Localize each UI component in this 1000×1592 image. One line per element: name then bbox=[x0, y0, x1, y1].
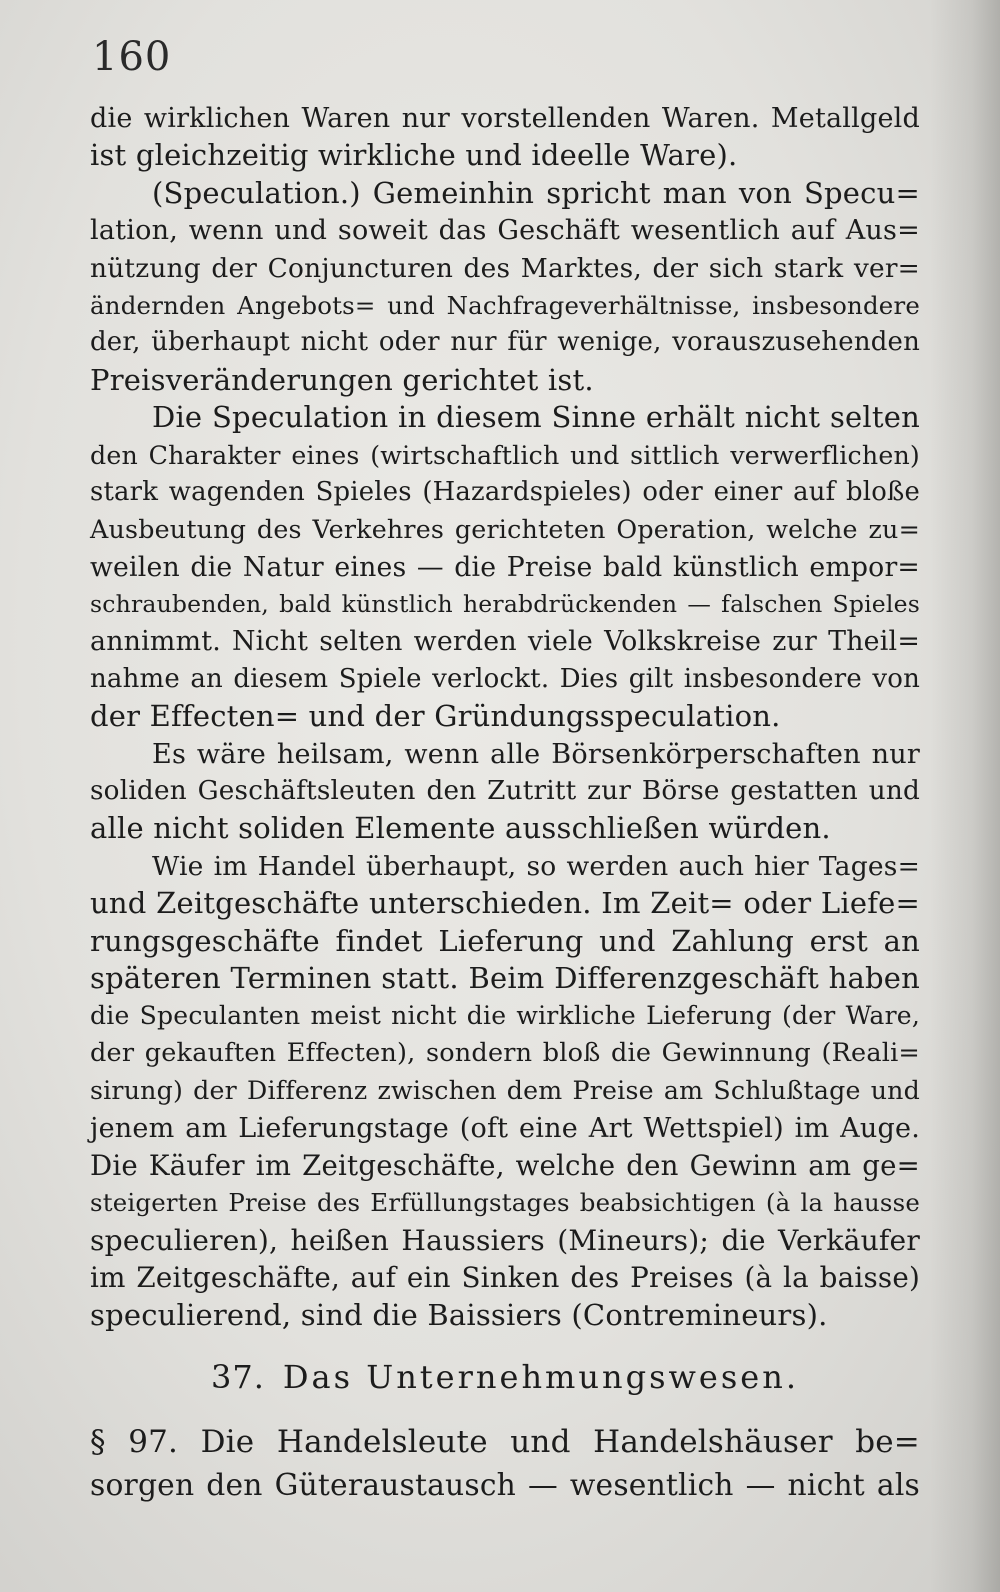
text-line: der, überhaupt nicht oder nur für wenige, vorauszusehenden bbox=[90, 327, 920, 358]
text-line: § 97. Die Handelsleute und Handelshäuser be= bbox=[90, 1424, 920, 1460]
text-line: speculieren), heißen Haussiers (Mineurs); die Verkäufer bbox=[90, 1223, 920, 1257]
text-line: speculierend, sind die Baissiers (Contremineurs). bbox=[90, 1297, 828, 1332]
text-line: die Speculanten meist nicht die wirkliche Lieferung (der Ware, bbox=[90, 1001, 920, 1031]
section-text bbox=[90, 1420, 920, 1508]
heading-title: Das Unternehmungswesen. bbox=[282, 1358, 799, 1396]
text-line: Die Speculation in diesem Sinne erhält nicht selten bbox=[152, 400, 920, 435]
text-line: ändernden Angebots= und Nachfrageverhältnisse, insbesondere bbox=[90, 290, 920, 320]
text-line: im Zeitgeschäfte, auf ein Sinken des Preises (à la baisse) bbox=[90, 1261, 920, 1295]
text-line: rungsgeschäfte findet Lieferung und Zahlung erst an bbox=[90, 923, 920, 958]
text-line: Ausbeutung des Verkehres gerichteten Operation, welche zu= bbox=[90, 514, 920, 545]
text-line: jenem am Lieferungstage (oft eine Art Wettspiel) im Auge. bbox=[90, 1112, 920, 1144]
text-line: weilen die Natur eines — die Preise bald künstlich empor= bbox=[90, 551, 920, 583]
text-line: soliden Geschäftsleuten den Zutritt zur Börse gestatten und bbox=[90, 776, 920, 807]
text-line: der gekauften Effecten), sondern bloß die Gewinnung (Reali= bbox=[90, 1037, 920, 1068]
text-line: Die Käufer im Zeitgeschäfte, welche den Gewinn am ge= bbox=[90, 1148, 920, 1182]
heading-number: 37. bbox=[211, 1358, 265, 1396]
text-line: den Charakter eines (wirtschaftlich und sittlich verwerflichen) bbox=[90, 440, 920, 470]
page-gutter-shadow bbox=[930, 0, 1000, 1592]
text-line: ist gleichzeitig wirkliche und ideelle Ware). bbox=[90, 138, 738, 173]
text-line: sorgen den Güteraustausch — wesentlich — nicht als bbox=[90, 1468, 920, 1503]
text-line: nützung der Conjuncturen des Marktes, der sich stark ver= bbox=[90, 252, 920, 284]
text-line: stark wagenden Spieles (Hazardspieles) oder einer auf bloße bbox=[90, 476, 920, 507]
text-line: steigerten Preise des Erfüllungstages beabsichtigen (à la hausse bbox=[90, 1188, 920, 1218]
text-line: (Speculation.) Gemeinhin spricht man von Specu= bbox=[152, 175, 920, 210]
text-line: lation, wenn und soweit das Geschäft wesentlich auf Aus= bbox=[90, 215, 920, 247]
text-line: Preisveränderungen gerichtet ist. bbox=[90, 362, 594, 397]
text-line: Es wäre heilsam, wenn alle Börsenkörperschaften nur bbox=[152, 738, 920, 770]
body-text bbox=[90, 100, 920, 1334]
text-line: die wirklichen Waren nur vorstellenden Waren. Metallgeld bbox=[90, 103, 920, 134]
text-line: späteren Terminen statt. Beim Differenzgeschäft haben bbox=[90, 960, 920, 995]
text-line: sirung) der Differenz zwischen dem Preise am Schlußtage und bbox=[90, 1076, 920, 1106]
text-line: nahme an diesem Spiele verlockt. Dies gilt insbesondere von bbox=[90, 663, 920, 694]
page-number: 160 bbox=[92, 34, 172, 80]
text-line: alle nicht soliden Elemente ausschließen würden. bbox=[90, 811, 831, 846]
text-line: und Zeitgeschäfte unterschieden. Im Zeit= oder Liefe= bbox=[90, 886, 920, 921]
text-line: Wie im Handel überhaupt, so werden auch hier Tages= bbox=[152, 850, 920, 882]
text-line: annimmt. Nicht selten werden viele Volkskreise zur Theil= bbox=[90, 626, 920, 658]
text-line: schraubenden, bald künstlich herabdrückenden — falschen Spieles bbox=[90, 590, 920, 619]
text-line: der Effecten= und der Gründungsspeculation. bbox=[90, 699, 781, 734]
section-heading bbox=[90, 1352, 920, 1402]
